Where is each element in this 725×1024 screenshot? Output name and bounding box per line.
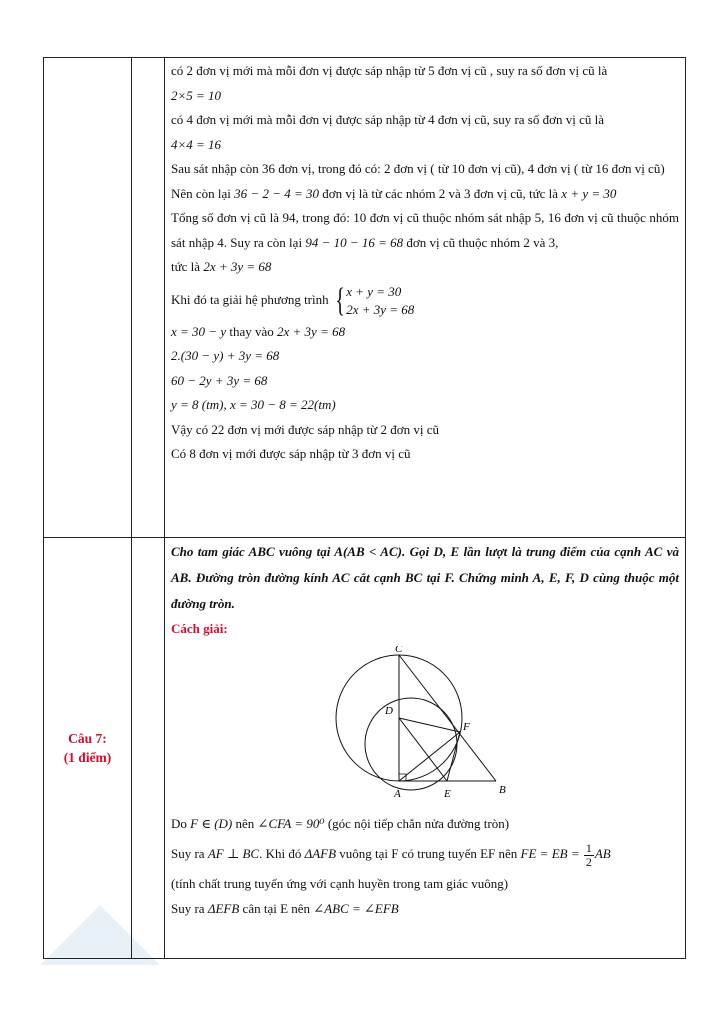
fraction-one-half <box>584 842 594 869</box>
label-a: A <box>394 787 401 800</box>
q6-step-1 <box>171 320 679 345</box>
brace-glyph: { <box>335 281 345 319</box>
system-label: Khi đó ta giải hệ phương trình <box>171 291 329 307</box>
q7-label-cell <box>44 538 132 959</box>
q7-line-3: (tính chất trung tuyến ứng với cạnh huyền trong tam giác vuông) <box>171 876 509 891</box>
q6-step-3: 60 − 2y + 3y = 68 <box>171 372 268 388</box>
q6-content-cell <box>165 58 686 538</box>
q7-math: ∠CFA = 90⁰ <box>257 815 325 831</box>
q6-line-3: Sau sát nhập còn 36 đơn vị, trong đó có: 2 đơn vị ( từ 10 đơn vị cũ), 4 đơn vị ( từ 16 đơn vị cũ) <box>171 161 665 176</box>
question-number: Câu 7: <box>68 731 107 746</box>
q6-text: Tổng số đơn vị cũ là 94, trong đó: 10 đơn vị cũ thuộc nhóm sát nhập 5, 16 đơn vị cũ thuộc nhóm sát nhập 4. Suy ra còn lại <box>171 210 679 250</box>
equation-system <box>332 283 414 319</box>
question-points: (1 điểm) <box>63 750 112 765</box>
q7-math: AF ⊥ BC <box>207 846 260 861</box>
segment-cb <box>399 655 496 781</box>
system-eq-2: 2x + 3y = 68 <box>346 301 415 317</box>
q6-math: x = 30 − y <box>171 323 227 339</box>
question-6-row <box>44 58 686 538</box>
system-eq-1: x + y = 30 <box>346 283 402 299</box>
label-b: B <box>499 783 506 796</box>
q6-line-4 <box>171 182 679 207</box>
label-e: E <box>444 787 451 800</box>
q6-line-2: có 4 đơn vị mới mà mỗi đơn vị được sáp nhập từ 4 đơn vị cũ, suy ra số đơn vị cũ là <box>171 112 605 127</box>
q6-math: 2x + 3y = 68 <box>277 323 346 339</box>
label-d: D <box>385 704 393 717</box>
q6-math: 94 − 10 − 16 = 68 <box>305 234 404 250</box>
q7-text: Suy ra <box>171 900 205 916</box>
method-heading: Cách giải: <box>171 621 228 636</box>
q6-system-line <box>171 280 679 320</box>
q6-equation-1: 2×5 = 10 <box>171 87 222 103</box>
fraction-numerator: 1 <box>585 840 592 855</box>
q7-text: (góc nội tiếp chắn nửa đường tròn) <box>327 815 510 831</box>
geometry-figure <box>331 646 541 806</box>
q7-math: ∠ABC = ∠EFB <box>313 900 399 916</box>
q6-step-4: y = 8 (tm), x = 30 − 8 = 22(tm) <box>171 397 336 412</box>
fraction-denominator: 2 <box>585 854 592 869</box>
q6-equation-2: 4×4 = 16 <box>171 136 222 152</box>
q6-line-6 <box>171 255 679 280</box>
q7-math: ΔAFB <box>304 846 337 861</box>
q7-line-4 <box>171 897 679 922</box>
q7-mid-cell <box>132 538 165 959</box>
q7-text: . Khi đó <box>259 846 302 861</box>
q7-text: Suy ra <box>171 846 205 861</box>
q6-text: Nên còn lại <box>171 185 231 201</box>
q7-text: nên <box>235 815 255 831</box>
q6-step-2: 2.(30 − y) + 3y = 68 <box>171 348 280 363</box>
label-c: C <box>395 645 403 655</box>
q6-mid-cell <box>132 58 165 538</box>
q7-text: vuông tại F có trung tuyến EF nên <box>339 846 518 861</box>
q7-line-2 <box>171 836 679 872</box>
q6-text: tức là <box>171 259 201 274</box>
q6-text: đơn vị là từ các nhóm 2 và 3 đơn vị cũ, tức là <box>322 185 559 201</box>
problem-statement: Cho tam giác ABC vuông tại A(AB < AC). Gọi D, E lần lượt là trung điểm của cạnh AC và AB. Đường tròn đường kính AC cắt cạnh BC tại F. Chứng minh A, E, F, D cùng thuộc một đường tròn. <box>171 544 679 611</box>
q6-conclusion-1: Vậy có 22 đơn vị mới được sáp nhập từ 2 đơn vị cũ <box>171 421 439 437</box>
q7-math: F ∈ (D) <box>190 815 233 831</box>
q6-conclusion-2: Có 8 đơn vị mới được sáp nhập từ 3 đơn vị cũ <box>171 446 411 461</box>
q7-text: Do <box>171 815 187 831</box>
q7-line-1 <box>171 812 679 837</box>
q6-line-5 <box>171 206 679 255</box>
q6-text: đơn vị cũ thuộc nhóm 2 và 3, <box>406 234 559 250</box>
q6-line-1: có 2 đơn vị mới mà mỗi đơn vị được sáp nhập từ 5 đơn vị cũ , suy ra số đơn vị cũ là <box>171 63 608 78</box>
q6-text: thay vào <box>229 323 274 339</box>
q7-math: AB <box>594 846 611 861</box>
q6-math: 36 − 2 − 4 = 30 <box>234 185 319 201</box>
q7-math: FE = EB = <box>520 846 580 861</box>
q6-label-cell <box>44 58 132 538</box>
question-7-row <box>44 538 686 959</box>
q7-text: cân tại E nên <box>242 900 311 916</box>
label-f: F <box>463 720 470 733</box>
q7-math: ΔEFB <box>207 900 240 916</box>
solution-table <box>43 57 686 959</box>
q6-math: 2x + 3y = 68 <box>203 259 272 274</box>
q7-content-cell <box>165 538 686 959</box>
q6-math: x + y = 30 <box>561 185 617 201</box>
